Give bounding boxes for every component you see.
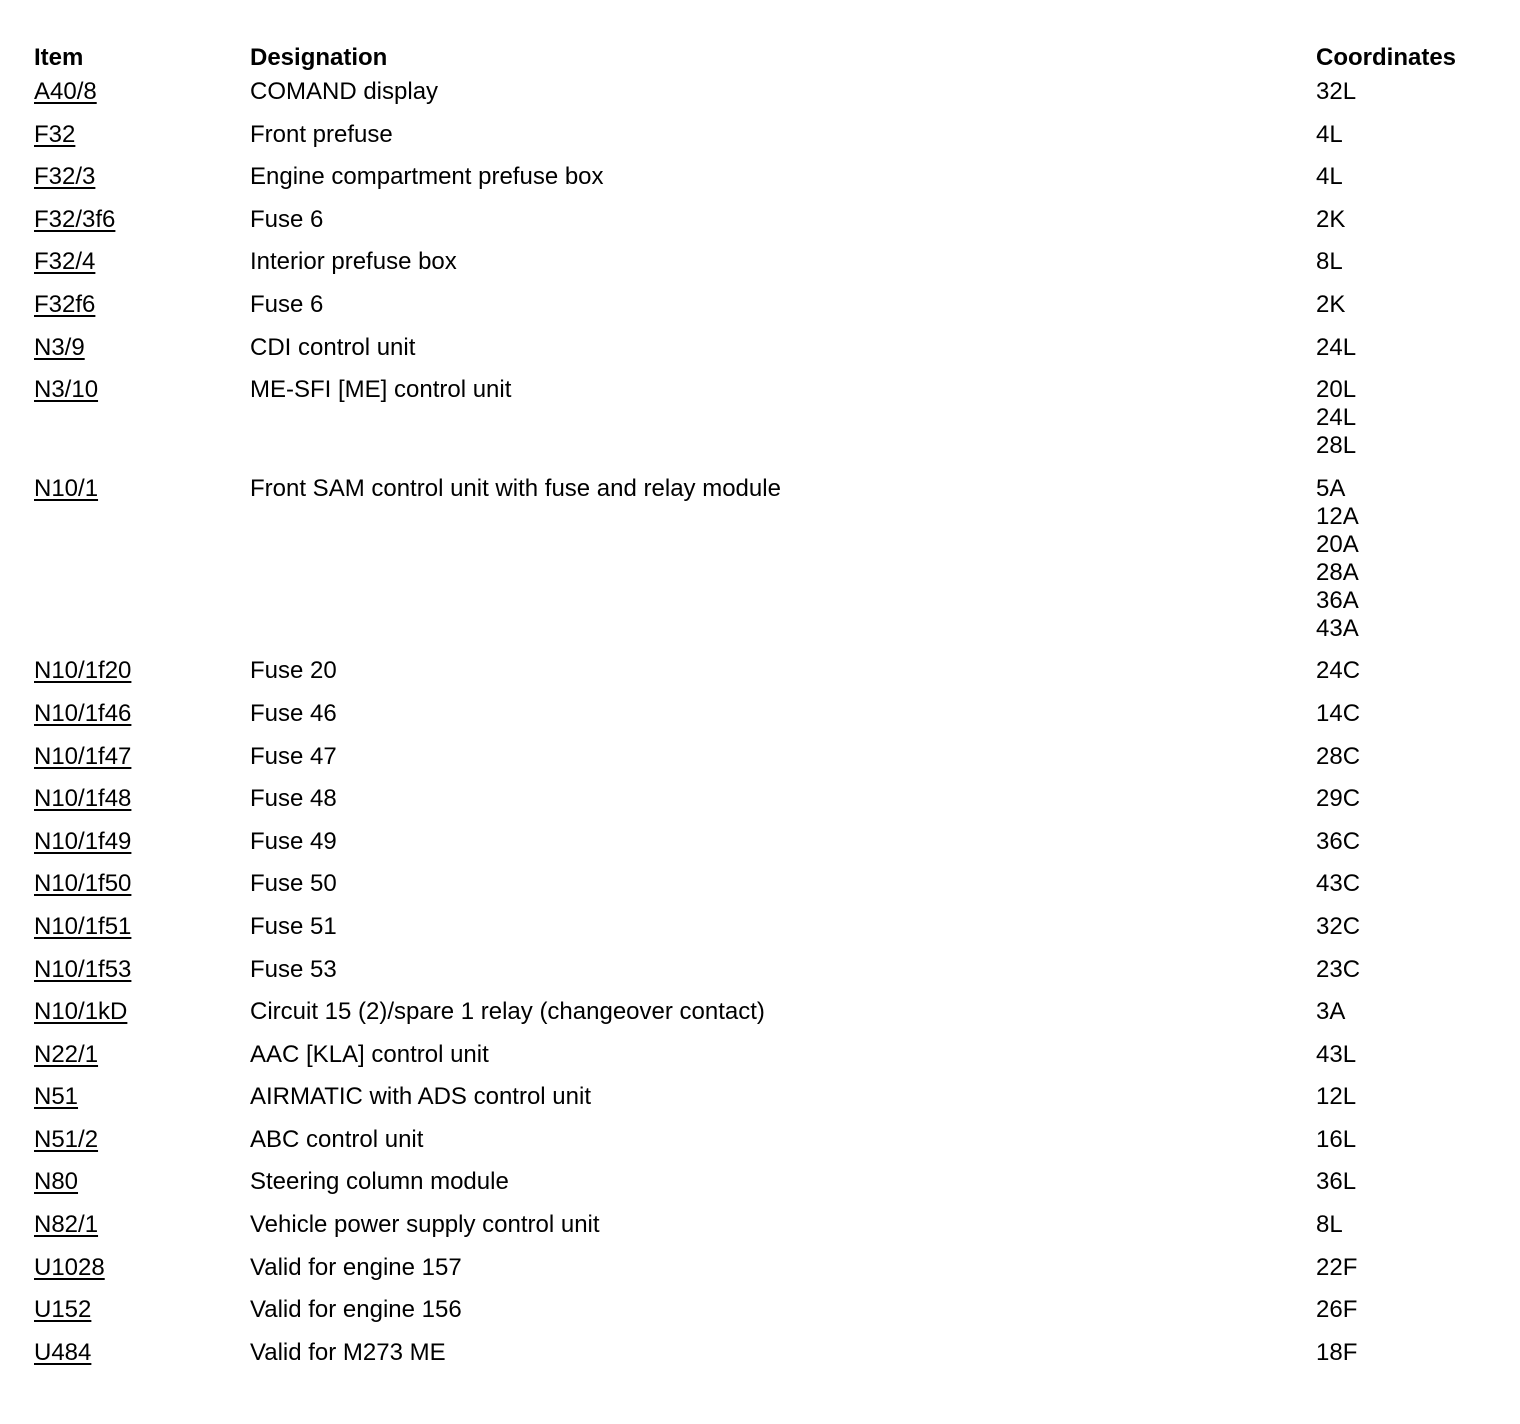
coordinates-cell	[1316, 956, 1494, 999]
coordinates-cell	[1316, 206, 1494, 249]
coordinates-cell	[1316, 1296, 1494, 1339]
item-link[interactable]: N10/1f20	[34, 657, 132, 685]
designation-cell: Fuse 49	[250, 827, 337, 855]
table-row	[34, 657, 1494, 700]
coordinate-value: 43C	[1316, 870, 1361, 898]
item-cell	[34, 78, 250, 121]
item-link[interactable]: N22/1	[34, 1040, 99, 1068]
item-cell	[34, 870, 250, 913]
designation-cell: Vehicle power supply control unit	[250, 1211, 600, 1239]
coordinates-cell	[1316, 334, 1494, 377]
coordinate-value: 4L	[1316, 120, 1343, 148]
header-item: Item	[34, 44, 84, 71]
table-row	[34, 163, 1494, 206]
designation-cell: COMAND display	[250, 78, 439, 105]
item-cell	[34, 1296, 250, 1339]
table-row	[34, 700, 1494, 743]
item-link[interactable]: F32f6	[34, 290, 96, 318]
designation-cell: Fuse 46	[250, 699, 337, 727]
coordinate-value: 28C	[1316, 742, 1361, 770]
item-link[interactable]: F32	[34, 120, 76, 148]
item-cell	[34, 121, 250, 164]
table-row	[34, 1083, 1494, 1126]
item-cell	[34, 1211, 250, 1254]
table-row	[34, 1211, 1494, 1254]
header-row	[34, 40, 1494, 78]
coordinate-value: 2K	[1316, 290, 1346, 318]
header-designation: Designation	[250, 44, 388, 71]
item-link[interactable]: F32/3f6	[34, 205, 116, 233]
item-cell	[34, 1041, 250, 1084]
coordinates-cell	[1316, 1083, 1494, 1126]
coordinates-cell	[1316, 78, 1494, 121]
designation-cell: Valid for engine 157	[250, 1253, 462, 1281]
coordinate-value: 5A	[1316, 474, 1346, 502]
coordinate-value: 26F	[1316, 1296, 1358, 1324]
designation-cell: AIRMATIC with ADS control unit	[250, 1083, 591, 1111]
coordinate-value: 8L	[1316, 248, 1343, 276]
header-coordinates: Coordinates	[1316, 44, 1457, 71]
coordinates-cell	[1316, 163, 1494, 206]
coordinate-value: 3A	[1316, 998, 1346, 1026]
designation-cell: ME-SFI [ME] control unit	[250, 376, 512, 404]
table-row	[34, 1126, 1494, 1169]
table-row	[34, 743, 1494, 786]
designation-cell: Fuse 53	[250, 955, 337, 983]
table-row	[34, 248, 1494, 291]
item-link[interactable]: N10/1f46	[34, 699, 132, 727]
item-cell	[34, 657, 250, 700]
designation-cell: Engine compartment prefuse box	[250, 163, 604, 191]
coordinate-value: 36C	[1316, 827, 1361, 855]
coordinate-value: 4L	[1316, 163, 1343, 191]
item-cell	[34, 376, 250, 475]
coordinates-cell	[1316, 376, 1494, 475]
coordinate-value: 29C	[1316, 785, 1361, 813]
table-row	[34, 785, 1494, 828]
coordinate-value: 24L	[1316, 404, 1357, 432]
item-link[interactable]: N10/1f48	[34, 785, 132, 813]
item-cell	[34, 475, 250, 658]
coordinate-value: 20L	[1316, 376, 1357, 404]
designation-cell: Steering column module	[250, 1168, 509, 1196]
coordinates-cell	[1316, 1168, 1494, 1211]
designation-cell: Front prefuse	[250, 120, 393, 148]
item-cell	[34, 248, 250, 291]
item-link[interactable]: N10/1	[34, 474, 99, 502]
coordinate-value: 32L	[1316, 78, 1357, 105]
coordinate-value: 28A	[1316, 558, 1359, 586]
table-body	[34, 78, 1494, 1381]
designation-cell: Front SAM control unit with fuse and relay module	[250, 474, 781, 502]
item-cell	[34, 743, 250, 786]
item-cell	[34, 913, 250, 956]
table-row	[34, 828, 1494, 871]
coordinate-value: 16L	[1316, 1125, 1357, 1153]
table-row	[34, 291, 1494, 334]
table-row	[34, 475, 1494, 658]
item-cell	[34, 1168, 250, 1211]
coordinates-cell	[1316, 1254, 1494, 1297]
table-row	[34, 870, 1494, 913]
table-row	[34, 334, 1494, 377]
item-cell	[34, 785, 250, 828]
coordinate-value: 23C	[1316, 955, 1361, 983]
item-link[interactable]: U152	[34, 1296, 92, 1324]
coordinate-value: 20A	[1316, 530, 1359, 558]
component-legend-table	[34, 40, 1494, 1381]
item-link[interactable]: F32/4	[34, 248, 96, 276]
coordinates-cell	[1316, 248, 1494, 291]
coordinates-cell	[1316, 1211, 1494, 1254]
coordinate-value: 43L	[1316, 1040, 1357, 1068]
coordinates-cell	[1316, 700, 1494, 743]
item-cell	[34, 1254, 250, 1297]
item-link[interactable]: U484	[34, 1338, 92, 1366]
table-row	[34, 1168, 1494, 1211]
coordinate-value: 8L	[1316, 1211, 1343, 1239]
table-row	[34, 121, 1494, 164]
designation-cell: CDI control unit	[250, 333, 416, 361]
item-cell	[34, 828, 250, 871]
item-cell	[34, 206, 250, 249]
coordinates-cell	[1316, 743, 1494, 786]
designation-cell: Fuse 48	[250, 785, 337, 813]
item-cell	[34, 700, 250, 743]
table-row	[34, 1339, 1494, 1382]
item-link[interactable]: A40/8	[34, 78, 97, 105]
item-link[interactable]: N10/1f50	[34, 870, 132, 898]
item-link[interactable]: N80	[34, 1168, 79, 1196]
coordinates-cell	[1316, 870, 1494, 913]
coordinate-value: 24L	[1316, 333, 1357, 361]
item-link[interactable]: N10/1f53	[34, 955, 132, 983]
coordinates-cell	[1316, 998, 1494, 1041]
item-cell	[34, 1083, 250, 1126]
item-cell	[34, 334, 250, 377]
coordinate-value: 36A	[1316, 586, 1359, 614]
table-row	[34, 206, 1494, 249]
coordinate-value: 18F	[1316, 1338, 1358, 1366]
coordinate-value: 12L	[1316, 1083, 1357, 1111]
designation-cell: Valid for M273 ME	[250, 1338, 446, 1366]
coordinate-value: 36L	[1316, 1168, 1357, 1196]
designation-cell: Circuit 15 (2)/spare 1 relay (changeover contact)	[250, 998, 765, 1026]
coordinates-cell	[1316, 1126, 1494, 1169]
item-link[interactable]: N3/9	[34, 333, 85, 361]
table-row	[34, 376, 1494, 475]
coordinates-cell	[1316, 657, 1494, 700]
item-link[interactable]: N10/1f49	[34, 827, 132, 855]
coordinates-cell	[1316, 475, 1494, 658]
item-cell	[34, 291, 250, 334]
designation-cell: Valid for engine 156	[250, 1296, 462, 1324]
item-link[interactable]: N10/1f51	[34, 912, 132, 940]
item-link[interactable]: N10/1kD	[34, 998, 128, 1026]
item-cell	[34, 998, 250, 1041]
coordinate-value: 43A	[1316, 614, 1359, 642]
designation-cell: Fuse 50	[250, 870, 337, 898]
table-row	[34, 1041, 1494, 1084]
designation-cell: Fuse 20	[250, 657, 337, 685]
coordinates-cell	[1316, 291, 1494, 334]
item-cell	[34, 1126, 250, 1169]
coordinate-value: 32C	[1316, 912, 1361, 940]
item-cell	[34, 956, 250, 999]
item-link[interactable]: F32/3	[34, 163, 96, 191]
item-link[interactable]: U1028	[34, 1253, 105, 1281]
table-row	[34, 913, 1494, 956]
table-header	[34, 40, 1494, 78]
coordinate-value: 24C	[1316, 657, 1361, 685]
designation-cell: Fuse 6	[250, 290, 324, 318]
coordinates-cell	[1316, 1339, 1494, 1382]
coordinate-value: 14C	[1316, 699, 1361, 727]
coordinates-cell	[1316, 1041, 1494, 1084]
designation-cell: Interior prefuse box	[250, 248, 457, 276]
coordinates-cell	[1316, 121, 1494, 164]
table-row	[34, 956, 1494, 999]
coordinate-value: 12A	[1316, 502, 1359, 530]
item-link[interactable]: N51	[34, 1083, 79, 1111]
coordinate-value: 28L	[1316, 432, 1357, 460]
coordinate-value: 2K	[1316, 205, 1346, 233]
table-row	[34, 1254, 1494, 1297]
designation-cell: Fuse 47	[250, 742, 337, 770]
table-row	[34, 78, 1494, 121]
table-row	[34, 1296, 1494, 1339]
coordinates-cell	[1316, 913, 1494, 956]
coordinate-value: 22F	[1316, 1253, 1358, 1281]
item-link[interactable]: N10/1f47	[34, 742, 132, 770]
coordinates-cell	[1316, 785, 1494, 828]
item-cell	[34, 163, 250, 206]
item-link[interactable]: N82/1	[34, 1211, 99, 1239]
table-row	[34, 998, 1494, 1041]
designation-cell: ABC control unit	[250, 1125, 424, 1153]
designation-cell: Fuse 6	[250, 205, 324, 233]
item-cell	[34, 1339, 250, 1382]
item-link[interactable]: N51/2	[34, 1125, 99, 1153]
item-link[interactable]: N3/10	[34, 376, 99, 404]
coordinates-cell	[1316, 828, 1494, 871]
designation-cell: Fuse 51	[250, 912, 337, 940]
designation-cell: AAC [KLA] control unit	[250, 1040, 489, 1068]
